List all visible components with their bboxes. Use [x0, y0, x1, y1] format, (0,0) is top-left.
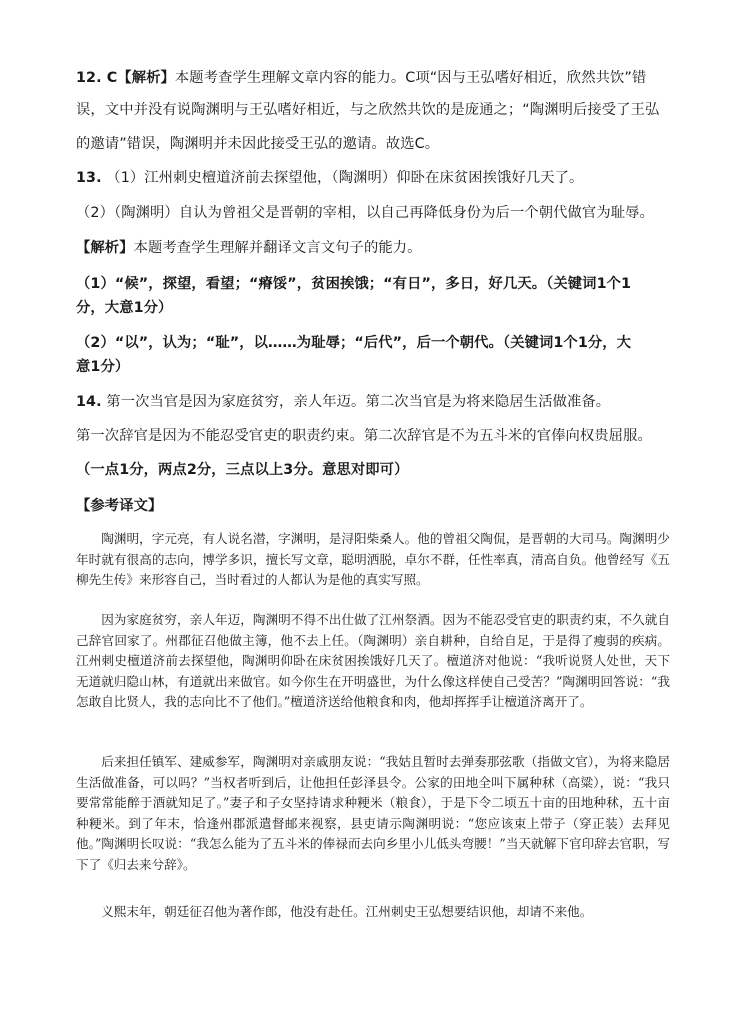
translation-paragraph-3: 后来担任镇军、建威参军，陶渊明对亲戚朋友说：“我姑且暂时去弹奏那弦歌（指做文官），为将来隐居生活做准备，可以吗？”当权者听到后，让他担任彭泽县令。公家的田地全叫下属种秫（高粱），说：“我只要常常能醉于酒就知足了。”妻子和子女坚持请求种粳米（粮食），于是下令二顷五十亩的田地种秫，五十亩种粳米。到了年末，恰逢州郡派遣督邮来视察，县吏请示陶渊明说：“您应该束上带子（穿正装）去拜见他。”陶渊明长叹说：“我怎么能为了五斗米的俸禄而去向乡里小儿低头弯腰！”当天就解下官印辞去官职，写下了《归去来兮辞》。	[76, 754, 670, 872]
q14-answer-2: 第一次辞官是因为不能忍受官吏的职责约束。第二次辞官是不为五斗米的官俸向权贵屈服。	[76, 428, 652, 444]
reference-translation-header: 【参考译文】	[76, 498, 163, 514]
analysis-tag: 【解析】	[76, 240, 134, 256]
q14-score-note: （一点1分，两点2分，三点以上3分。意思对即可）	[76, 462, 409, 478]
q14-line-1	[76, 392, 610, 412]
q13-key-2-line-1: （2）“以”，认为；“耻”，以……为耻辱；“后代”，后一个朝代。（关键词1个1分，大	[76, 335, 632, 351]
q12-text: 本题考查学生理解文章内容的能力。C项“因与王弘嗜好相近，欣然共饮”错	[174, 70, 647, 86]
q12-line-1	[76, 68, 646, 88]
q13-key-2-line-2: 意1分）	[76, 359, 130, 375]
q13-answer-2: （2）（陶渊明）自认为曾祖父是晋朝的宰相，以自己再降低身份为后一个朝代做官为耻辱。	[76, 205, 654, 221]
q13-answer-1: （1）江州刺史檀道济前去探望他，（陶渊明）仰卧在床贫困挨饿好几天了。	[106, 170, 584, 186]
q13-line-1	[76, 168, 583, 188]
question-number: 12. C	[76, 70, 118, 86]
q13-key-1-line-1: （1）“候”，探望，看望；“瘠馁”，贫困挨饿；“有日”，多日，好几天。（关键词1个1	[76, 276, 632, 292]
analysis-tag: 【解析】	[117, 70, 175, 86]
question-number: 14.	[76, 394, 102, 410]
q14-answer-1: 第一次当官是因为家庭贫穷，亲人年迈。第二次当官是为将来隐居生活做准备。	[106, 394, 611, 410]
q13-analysis	[76, 238, 422, 258]
translation-paragraph-2: 因为家庭贫穷，亲人年迈，陶渊明不得不出仕做了江州祭酒。因为不能忍受官吏的职责约束，不久就自己辞官回家了。州郡征召他做主簿，他不去上任。（陶渊明）亲自耕种，自给自足，于是得了瘦弱的疾病。江州刺史檀道济前去探望他，陶渊明仰卧在床贫困挨饿好几天了。檀道济对他说：“我听说贤人处世，天下无道就归隐山林，有道就出来做官。如今你生在开明盛世，为什么像这样使自己受苦？”陶渊明回答说：“我怎敢自比贤人，我的志向比不了他们。”檀道济送给他粮食和肉，他却挥挥手让檀道济离开了。	[76, 612, 670, 709]
q12-line-2: 误，文中并没有说陶渊明与王弘嗜好相近，与之欣然共饮的是庞通之；“陶渊明后接受了王弘	[76, 102, 660, 118]
q12-line-3: 的邀请”错误，陶渊明并未因此接受王弘的邀请。故选C。	[76, 136, 440, 152]
translation-paragraph-4: 义熙末年，朝廷征召他为著作郎，他没有赴任。江州刺史王弘想要结识他，却请不来他。	[101, 904, 593, 919]
question-number: 13.	[76, 170, 102, 186]
q13-key-1-line-2: 分，大意1分）	[76, 300, 173, 316]
q13-analysis-text: 本题考查学生理解并翻译文言文句子的能力。	[133, 240, 422, 256]
translation-paragraph-1: 陶渊明，字元亮，有人说名潜，字渊明，是浔阳柴桑人。他的曾祖父陶侃，是晋朝的大司马。陶渊明少年时就有很高的志向，博学多识，擅长写文章，聪明洒脱，卓尔不群，任性率真，清高自负。他曾经写《五柳先生传》来形容自己，当时看过的人都认为是他的真实写照。	[76, 531, 670, 587]
